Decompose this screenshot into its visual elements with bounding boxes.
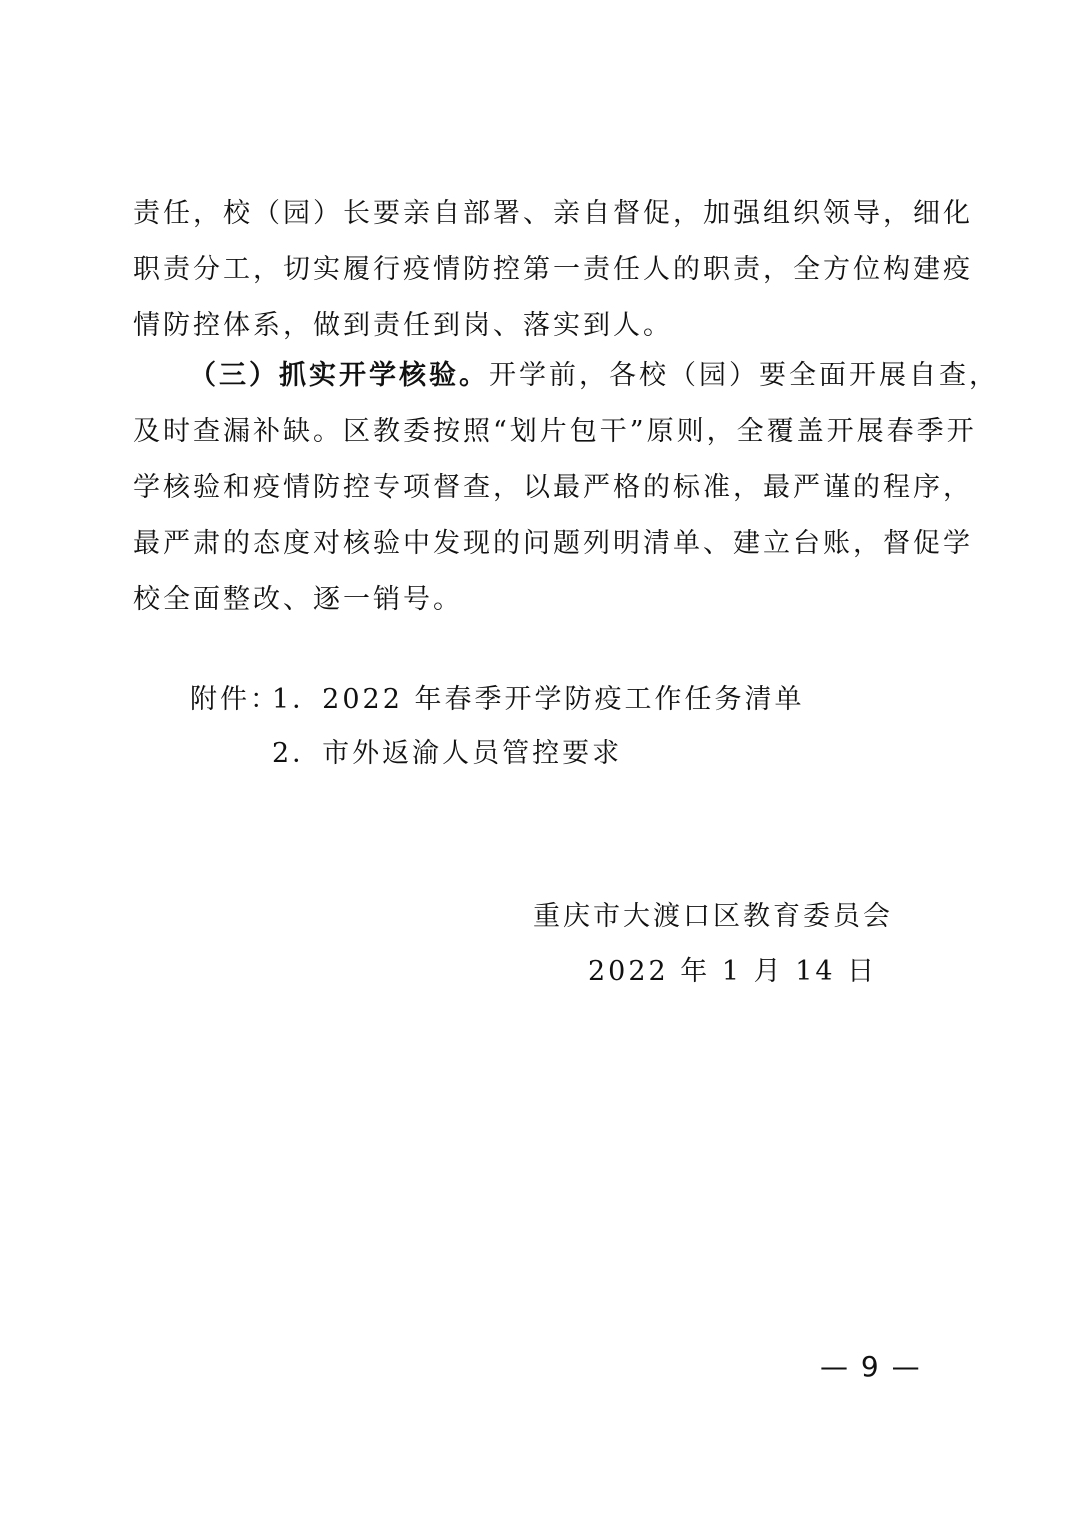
- paragraph-line: 校全面整改、逐一销号。: [133, 584, 463, 615]
- signature-date: 2022 年 1 月 14 日: [588, 956, 878, 987]
- attachment-item: 1．2022 年春季开学防疫工作任务清单: [272, 684, 805, 715]
- paragraph-line: 情防控体系，做到责任到岗、落实到人。: [133, 310, 673, 341]
- attachment-item: 2．市外返渝人员管控要求: [272, 738, 623, 769]
- paragraph-line-rest: 开学前，各校（园）要全面开展自查，: [489, 360, 999, 391]
- paragraph-first-line: [133, 348, 999, 404]
- paragraph-line: 学核验和疫情防控专项督查，以最严格的标准，最严谨的程序，: [133, 472, 973, 503]
- section-heading: （三）抓实开学核验。: [189, 360, 489, 391]
- paragraph-line: 最严肃的态度对核验中发现的问题列明清单、建立台账，督促学: [133, 528, 973, 559]
- paragraph-responsibility: [133, 186, 973, 354]
- attachment-label: 附件：: [190, 684, 280, 715]
- paragraph-verification: [133, 348, 999, 628]
- page-number: — 9 —: [820, 1350, 922, 1383]
- signature-organization: 重庆市大渡口区教育委员会: [533, 901, 893, 932]
- paragraph-line: 责任，校（园）长要亲自部署、亲自督促，加强组织领导，细化: [133, 198, 973, 229]
- paragraph-line: 及时查漏补缺。区教委按照“划片包干”原则，全覆盖开展春季开: [133, 416, 977, 447]
- paragraph-line: 职责分工，切实履行疫情防控第一责任人的职责，全方位构建疫: [133, 254, 973, 285]
